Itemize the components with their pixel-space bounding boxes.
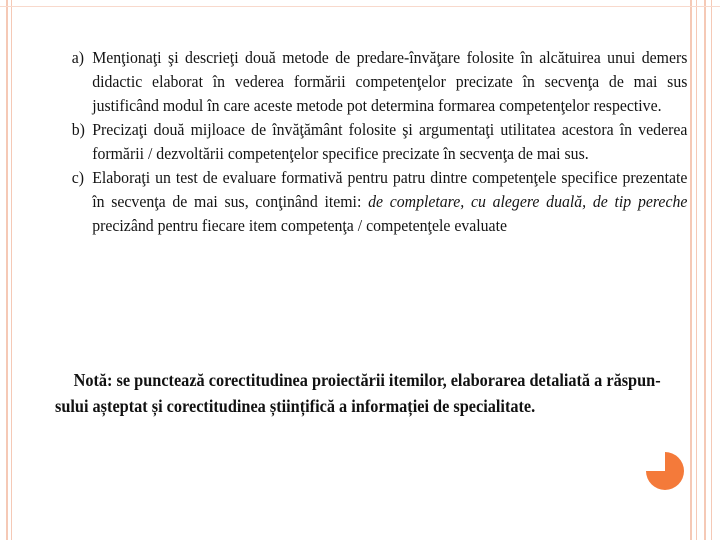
grading-note bbox=[55, 367, 661, 419]
note-line: Notă: se punctează corectitudinea proiectării itemilor, elaborarea detaliată a răspun- bbox=[73, 370, 661, 390]
task-list-region bbox=[55, 46, 688, 238]
border-line bbox=[711, 0, 712, 540]
border-line bbox=[696, 0, 697, 540]
border-line bbox=[0, 6, 720, 7]
border-line bbox=[690, 0, 692, 540]
task-item-a bbox=[55, 46, 687, 118]
border-line bbox=[11, 0, 12, 540]
item-marker: a) bbox=[71, 48, 85, 67]
item-marker: b) bbox=[71, 120, 85, 139]
task-item-b bbox=[55, 118, 687, 166]
item-marker: c) bbox=[71, 168, 85, 187]
task-list bbox=[55, 46, 688, 238]
item-text: Menţionaţi şi descrieţi două metode de predare-învăţare folosite în alcătuirea unui demers didactic elaborat în vederea formării competenţelor precizate în secvenţa de mai sus justificând modul în care aceste metode pot determina formarea competenţelor respective. bbox=[92, 48, 688, 115]
item-text: precizând pentru fiecare item competenţa / competenţele evaluate bbox=[92, 216, 507, 235]
note-line: sului așteptat și corectitudinea științifică a informației de specialitate. bbox=[55, 396, 536, 416]
quarter-cut-circle-icon bbox=[642, 448, 688, 494]
item-text-italic: de completare, cu alegere duală, de tip pereche bbox=[368, 192, 688, 211]
border-line bbox=[6, 0, 8, 540]
item-text: Elaboraţi un test de evaluare formativă pentru patru dintre competenţele specifice prezentate în secvenţa de mai sus, conţinând itemi: bbox=[92, 168, 688, 211]
border-line bbox=[704, 0, 706, 540]
item-text: Precizaţi două mijloace de învăţământ folosite şi argumentaţi utilitatea acestora în vederea formării / dezvoltării competenţelor specifice precizate în secvenţa de mai sus. bbox=[92, 120, 688, 163]
task-item-c bbox=[55, 166, 687, 238]
